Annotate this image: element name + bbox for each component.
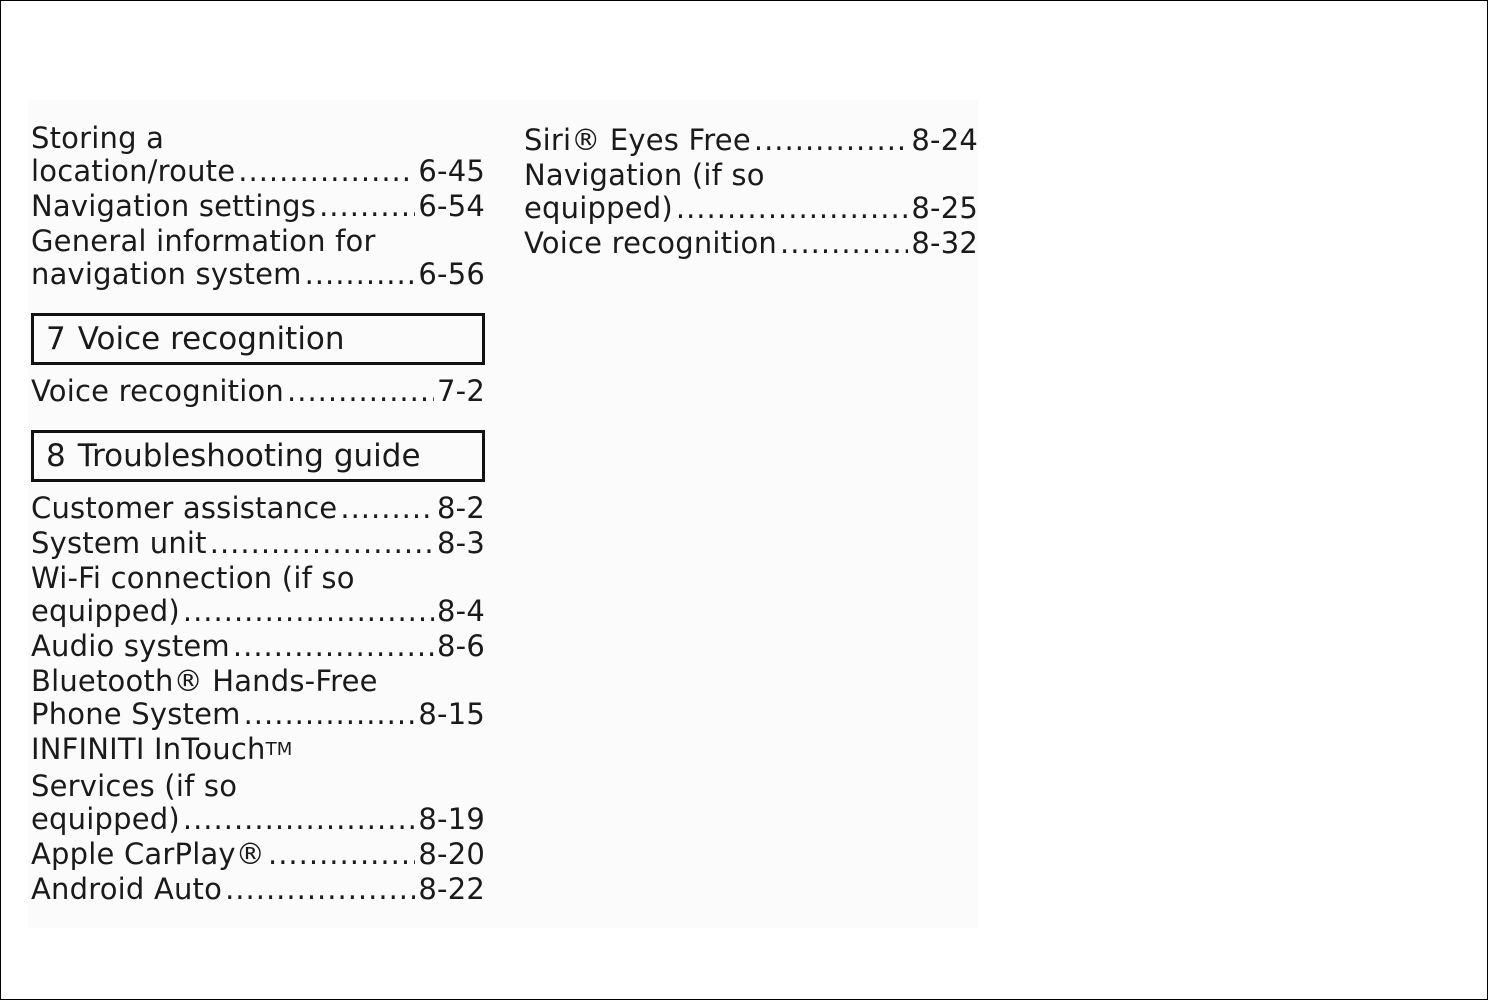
dot-leader (780, 227, 908, 260)
section-header-8[interactable] (31, 430, 485, 482)
toc-entry-title-text: System unit (31, 526, 207, 560)
toc-entry[interactable] (31, 630, 485, 663)
toc-entry-title-text: navigation system (31, 257, 302, 291)
toc-group-right (524, 124, 978, 260)
toc-entry[interactable] (31, 562, 485, 628)
toc-entry-leader-line (31, 630, 485, 663)
dot-leader (305, 258, 416, 291)
toc-entry[interactable] (524, 159, 978, 225)
toc-page-number: 8-4 (437, 594, 485, 628)
dot-leader (183, 803, 416, 836)
toc-entry-leader-line (524, 124, 978, 157)
toc-page-number: 8-3 (437, 526, 485, 560)
toc-entry-title-text: Audio system (31, 629, 230, 663)
toc-entry[interactable] (31, 665, 485, 731)
toc-entry-leader-line (524, 192, 978, 225)
toc-entry[interactable] (31, 873, 485, 906)
toc-entry[interactable] (31, 838, 485, 871)
toc-entry-title-text: equipped) (524, 191, 673, 225)
toc-group-troubleshooting (31, 492, 485, 906)
dot-leader (754, 124, 909, 157)
dot-leader (340, 492, 434, 525)
dot-leader (244, 698, 416, 731)
toc-entry[interactable] (524, 227, 978, 260)
toc-entry-leader-line (31, 190, 485, 223)
toc-entry-title-line (31, 665, 485, 698)
toc-entry-leader-line (31, 155, 485, 188)
toc-entry-title-text: equipped) (31, 802, 180, 836)
dot-leader (183, 595, 434, 628)
toc-entry-title-line (31, 770, 485, 803)
dot-leader (225, 873, 415, 906)
trademark-mark: TM (265, 739, 293, 760)
toc-left-column (31, 122, 485, 908)
toc-entry-title-text: Android Auto (31, 872, 223, 906)
toc-right-column (524, 124, 978, 262)
toc-page-number: 8-19 (418, 802, 485, 836)
toc-entry[interactable] (524, 124, 978, 157)
toc-entry-leader-line (31, 375, 485, 408)
toc-entry-leader-line (31, 595, 485, 628)
section-header-7[interactable] (31, 313, 485, 365)
toc-page-number: 7-2 (437, 374, 485, 408)
toc-entry-title-text: Customer assistance (31, 491, 338, 525)
toc-entry[interactable] (31, 733, 485, 836)
toc-entry-title-line (31, 733, 485, 770)
toc-entry-leader-line (31, 527, 485, 560)
section-number: 8 (46, 438, 66, 474)
toc-entry[interactable] (31, 122, 485, 188)
toc-entry[interactable] (31, 527, 485, 560)
section-number: 7 (46, 321, 66, 357)
toc-page-number: 8-20 (418, 837, 485, 871)
toc-entry-title-text: Phone System (31, 697, 241, 731)
section-title: Voice recognition (77, 321, 345, 357)
toc-entry-title-text: location/route (31, 154, 236, 188)
toc-page-number: 8-25 (911, 191, 978, 225)
section-title: Troubleshooting guide (77, 438, 421, 474)
dot-leader (238, 155, 415, 188)
toc-entry-title-line (31, 122, 485, 155)
toc-group-navigation (31, 122, 485, 291)
dot-leader (268, 838, 415, 871)
toc-entry[interactable] (31, 375, 485, 408)
toc-entry-title-line (31, 225, 485, 258)
toc-page-number: 6-56 (418, 257, 485, 291)
toc-page-number: 8-32 (911, 226, 978, 260)
toc-page-number: 8-22 (418, 872, 485, 906)
toc-page-number: 8-15 (418, 697, 485, 731)
toc-page-number: 6-45 (418, 154, 485, 188)
dot-leader (210, 527, 434, 560)
toc-entry-title-text: Navigation settings (31, 189, 317, 223)
toc-entry-title-text: General information for (31, 224, 376, 258)
toc-entry-title-text: Voice recognition (524, 226, 778, 260)
toc-entry-title-line (524, 159, 978, 192)
dot-leader (319, 190, 415, 223)
toc-entry-title-text: Voice recognition (31, 374, 285, 408)
toc-entry-title-text: Apple CarPlay® (31, 837, 265, 871)
toc-page-number: 8-24 (911, 123, 978, 157)
toc-entry-title-text: Wi-Fi connection (if so (31, 561, 355, 595)
toc-entry-leader-line (31, 258, 485, 291)
toc-page-number: 6-54 (418, 189, 485, 223)
toc-entry-leader-line (524, 227, 978, 260)
toc-entry[interactable] (31, 225, 485, 291)
toc-entry-title-text: Siri® Eyes Free (524, 123, 751, 157)
toc-entry-leader-line (31, 838, 485, 871)
toc-entry-leader-line (31, 698, 485, 731)
dot-leader (287, 375, 434, 408)
toc-entry[interactable] (31, 190, 485, 223)
toc-entry[interactable] (31, 492, 485, 525)
toc-page-number: 8-2 (437, 491, 485, 525)
toc-entry-leader-line (31, 803, 485, 836)
toc-entry-title-text: Navigation (if so (524, 158, 765, 192)
toc-entry-title-text: Storing a (31, 121, 165, 155)
toc-entry-title-line (31, 562, 485, 595)
toc-entry-leader-line (31, 873, 485, 906)
toc-entry-leader-line (31, 492, 485, 525)
toc-entry-title-text: Bluetooth® Hands-Free (31, 664, 378, 698)
toc-entry-title-text: INFINITI InTouch (31, 732, 266, 766)
dot-leader (233, 630, 434, 663)
toc-entry-title-text: Services (if so (31, 769, 238, 803)
toc-page-number: 8-6 (437, 629, 485, 663)
toc-entry-title-text: equipped) (31, 594, 180, 628)
dot-leader (676, 192, 909, 225)
toc-group-voice (31, 375, 485, 408)
